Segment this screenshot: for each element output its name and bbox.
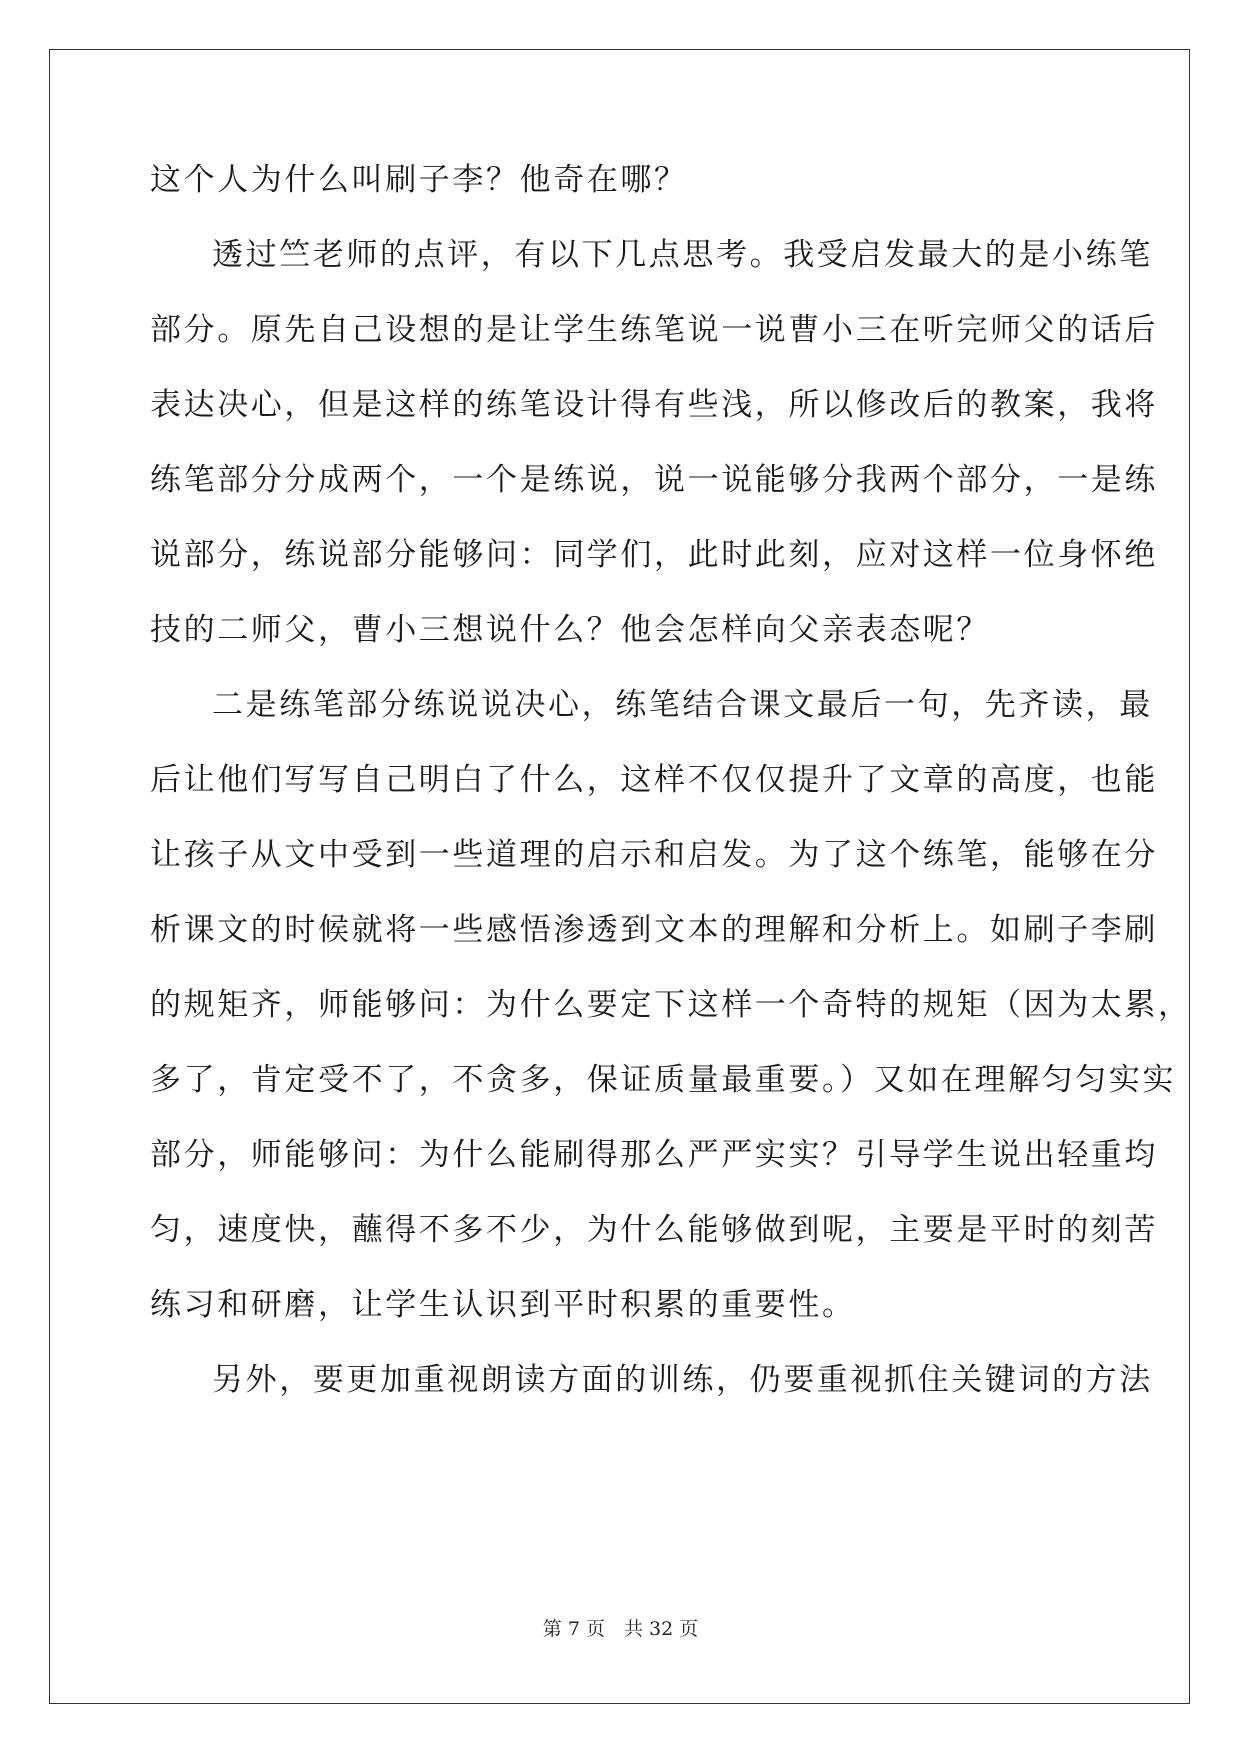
text-line-4: 表达决心，但是这样的练笔设计得有些浅，所以修改后的教案，我将: [150, 387, 1158, 423]
text-line-13: 多了，肯定受不了，不贪多，保证质量最重要。）又如在理解匀匀实实: [150, 1062, 1177, 1098]
text-line-1: 这个人为什么叫刷子李？他奇在哪？: [150, 162, 688, 198]
text-line-14: 部分，师能够问：为什么能刷得那么严严实实？引导学生说出轻重均: [150, 1137, 1158, 1173]
text-line-15: 匀，速度快，蘸得不多不少，为什么能够做到呢，主要是平时的刻苦: [150, 1212, 1158, 1248]
text-line-8: 二是练笔部分练说说决心，练笔结合课文最后一句，先齐读，最: [212, 687, 1153, 723]
text-line-12: 的规矩齐，师能够问：为什么要定下这样一个奇特的规矩（因为太累，: [150, 987, 1192, 1023]
text-line-2: 透过竺老师的点评，有以下几点思考。我受启发最大的是小练笔: [212, 237, 1153, 273]
text-line-16: 练习和研磨，让学生认识到平时积累的重要性。: [150, 1287, 856, 1323]
page-number-footer: 第 7 页 共 32 页: [542, 1618, 699, 1640]
page-border: [49, 49, 1190, 1704]
text-line-6: 说部分，练说部分能够问：同学们，此时此刻，应对这样一位身怀绝: [150, 537, 1158, 573]
text-line-17: 另外，要更加重视朗读方面的训练，仍要重视抓住关键词的方法: [212, 1362, 1153, 1398]
text-line-3: 部分。原先自己设想的是让学生练笔说一说曹小三在听完师父的话后: [150, 312, 1158, 348]
text-line-7: 技的二师父，曹小三想说什么？他会怎样向父亲表态呢？: [150, 612, 990, 648]
text-line-11: 析课文的时候就将一些感悟渗透到文本的理解和分析上。如刷子李刷: [150, 912, 1158, 948]
text-line-10: 让孩子从文中受到一些道理的启示和启发。为了这个练笔，能够在分: [150, 837, 1158, 873]
text-line-5: 练笔部分分成两个，一个是练说，说一说能够分我两个部分，一是练: [150, 462, 1158, 498]
text-line-9: 后让他们写写自己明白了什么，这样不仅仅提升了文章的高度，也能: [150, 762, 1158, 798]
